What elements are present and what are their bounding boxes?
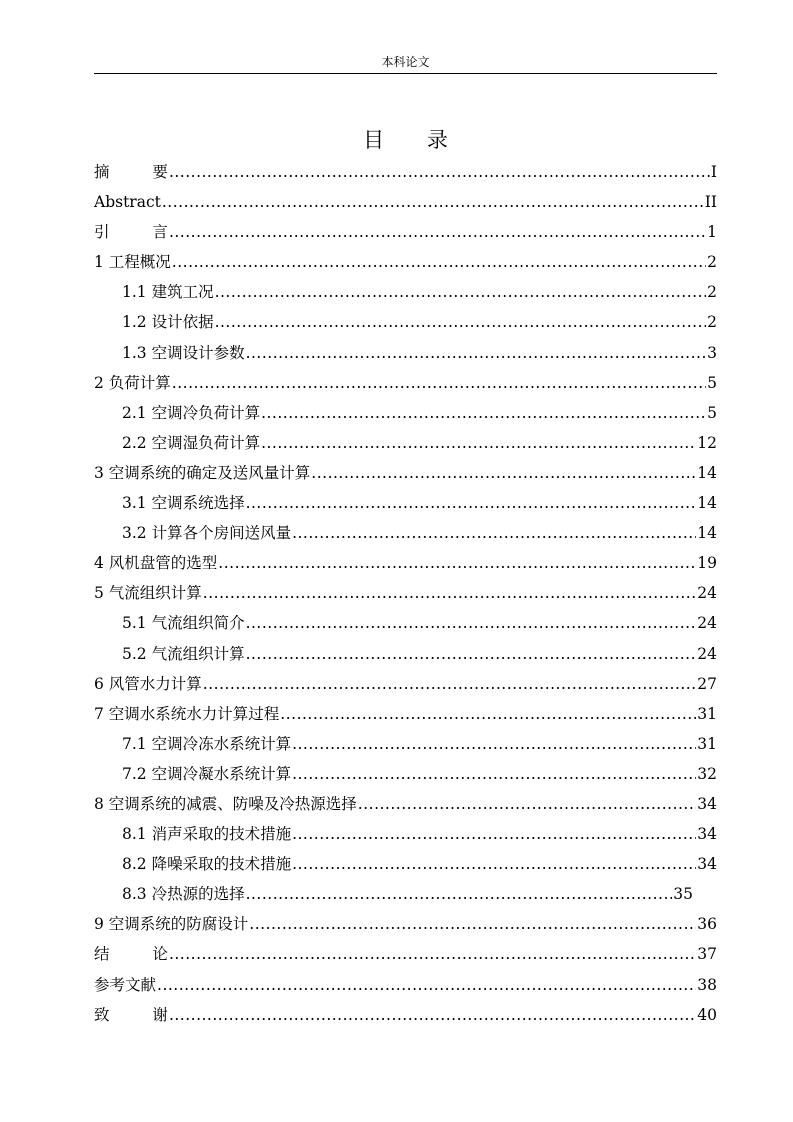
- toc-entry-label: 参考文献: [94, 975, 157, 994]
- toc-title: 目 录: [363, 128, 448, 152]
- toc-entry-label: 1 工程概况: [94, 253, 171, 272]
- toc-entry-label: 3.2 计算各个房间送风量: [122, 524, 292, 543]
- toc-entry-label: 3.1 空调系统选择: [122, 494, 245, 513]
- toc-entry[interactable]: [94, 489, 717, 519]
- toc-entry[interactable]: [94, 549, 717, 579]
- toc-entry-page: 14: [697, 463, 717, 482]
- toc-entry[interactable]: [94, 820, 717, 850]
- toc-entry-label: 1.1 建筑工况: [122, 283, 214, 302]
- toc-entry[interactable]: [94, 218, 717, 248]
- toc-entry-page: 38: [697, 975, 717, 994]
- toc-leader-dots: [172, 369, 706, 397]
- toc-leader-dots: [246, 339, 707, 367]
- toc-leader-dots: [203, 670, 696, 698]
- toc-leader-dots: [162, 188, 704, 216]
- toc-entry[interactable]: [94, 760, 717, 790]
- toc-entry-label: 5.1 气流组织简介: [122, 614, 245, 633]
- toc-leader-dots: [246, 609, 697, 637]
- toc-entry[interactable]: [94, 1001, 717, 1031]
- toc-entry-label: 5 气流组织计算: [94, 584, 202, 603]
- toc-entry-label: 1.3 空调设计参数: [122, 343, 245, 362]
- toc-leader-dots: [172, 248, 706, 276]
- toc-entry[interactable]: [94, 910, 717, 940]
- toc-leader-dots: [218, 549, 696, 577]
- toc-entry-label: 8.1 消声采取的技术措施: [122, 825, 292, 844]
- toc-entry-page: 24: [697, 614, 717, 633]
- toc-entry-label: 结 论: [94, 945, 168, 964]
- toc-entry-page: 5: [707, 403, 717, 422]
- toc-entry-page: 31: [697, 704, 717, 723]
- toc-leader-dots: [246, 489, 697, 517]
- toc-entry[interactable]: [94, 459, 717, 489]
- toc-entry-label: 3 空调系统的确定及送风量计算: [94, 463, 311, 482]
- toc-entry-page: 19: [697, 554, 717, 573]
- toc-entry-label: 7 空调水系统水力计算过程: [94, 704, 280, 723]
- toc-leader-dots: [292, 820, 696, 848]
- toc-entry-label: 8.3 冷热源的选择: [122, 885, 245, 904]
- toc-entry-page: 2: [707, 283, 717, 302]
- toc-entry-page: 36: [697, 915, 717, 934]
- toc-entry-page: 14: [697, 494, 717, 513]
- toc-leader-dots: [246, 880, 673, 908]
- toc-leader-dots: [311, 459, 696, 487]
- table-of-contents: [94, 158, 717, 1031]
- toc-entry[interactable]: [94, 850, 717, 880]
- toc-leader-dots: [261, 429, 696, 457]
- toc-entry-label: Abstract: [94, 193, 161, 212]
- toc-entry[interactable]: [94, 670, 717, 700]
- header-rule: [94, 73, 717, 74]
- toc-entry-label: 8.2 降噪采取的技术措施: [122, 855, 292, 874]
- toc-entry-page: 2: [707, 313, 717, 332]
- toc-leader-dots: [215, 278, 707, 306]
- toc-entry-page: 31: [697, 734, 717, 753]
- toc-entry-label: 7.2 空调冷凝水系统计算: [122, 764, 292, 783]
- toc-entry-page: 34: [697, 794, 717, 813]
- toc-entry[interactable]: [94, 429, 717, 459]
- toc-entry-page: 37: [697, 945, 717, 964]
- toc-leader-dots: [246, 640, 697, 668]
- toc-entry-page: 3: [707, 343, 717, 362]
- toc-entry[interactable]: [94, 158, 717, 188]
- toc-entry-page: I: [710, 163, 717, 181]
- toc-entry-page: 24: [697, 644, 717, 663]
- toc-entry[interactable]: [94, 248, 717, 278]
- toc-entry[interactable]: [94, 579, 717, 609]
- toc-leader-dots: [169, 1001, 696, 1029]
- toc-entry[interactable]: [94, 790, 717, 820]
- toc-entry-page: 34: [697, 855, 717, 874]
- toc-entry-label: 2 负荷计算: [94, 373, 171, 392]
- toc-leader-dots: [215, 308, 707, 336]
- toc-entry[interactable]: [94, 399, 717, 429]
- toc-leader-dots: [292, 519, 696, 547]
- toc-entry-label: 5.2 气流组织计算: [122, 644, 245, 663]
- toc-leader-dots: [292, 850, 696, 878]
- toc-leader-dots: [358, 790, 696, 818]
- toc-entry-label: 1.2 设计依据: [122, 313, 214, 332]
- toc-entry[interactable]: [94, 278, 717, 308]
- toc-entry-label: 2.1 空调冷负荷计算: [122, 403, 261, 422]
- toc-entry-page: 24: [697, 584, 717, 603]
- toc-entry-page: 1: [707, 223, 717, 242]
- toc-entry[interactable]: [94, 640, 717, 670]
- toc-entry[interactable]: [94, 369, 717, 399]
- toc-leader-dots: [261, 399, 706, 427]
- toc-entry-page: 34: [697, 825, 717, 844]
- toc-entry[interactable]: [94, 609, 717, 639]
- toc-leader-dots: [203, 579, 696, 607]
- toc-entry-page: 12: [697, 433, 717, 452]
- toc-entry-page: 32: [697, 764, 717, 783]
- toc-leader-dots: [280, 700, 696, 728]
- toc-entry-page: 14: [697, 524, 717, 543]
- toc-entry[interactable]: [94, 308, 717, 338]
- toc-entry[interactable]: [94, 700, 717, 730]
- toc-entry-label: 摘 要: [94, 163, 168, 181]
- toc-entry-label: 致 谢: [94, 1005, 168, 1024]
- toc-entry[interactable]: [94, 519, 717, 549]
- toc-entry-label: 4 风机盘管的选型: [94, 554, 218, 573]
- toc-leader-dots: [249, 910, 696, 938]
- toc-entry-page: II: [704, 193, 717, 212]
- toc-leader-dots: [292, 760, 696, 788]
- toc-entry-page: 40: [697, 1005, 717, 1024]
- toc-entry-label: 7.1 空调冷冻水系统计算: [122, 734, 292, 753]
- page-header: 本科论文: [381, 55, 430, 69]
- toc-leader-dots: [169, 940, 696, 968]
- toc-entry-page: 27: [697, 674, 717, 693]
- toc-entry[interactable]: [94, 940, 717, 970]
- toc-entry[interactable]: [94, 880, 717, 910]
- toc-entry[interactable]: [94, 730, 717, 760]
- toc-leader-dots: [292, 730, 696, 758]
- toc-entry-page: 35: [673, 885, 693, 904]
- toc-entry-page: 5: [707, 373, 717, 392]
- toc-leader-dots: [169, 218, 706, 246]
- toc-entry[interactable]: [94, 188, 717, 218]
- toc-entry-label: 引 言: [94, 223, 168, 242]
- toc-entry-label: 8 空调系统的减震、防噪及冷热源选择: [94, 794, 357, 813]
- toc-entry-label: 6 风管水力计算: [94, 674, 202, 693]
- toc-entry-page: 2: [707, 253, 717, 272]
- toc-entry-label: 2.2 空调湿负荷计算: [122, 433, 261, 452]
- toc-entry-label: 9 空调系统的防腐设计: [94, 915, 249, 934]
- toc-leader-dots: [169, 158, 710, 186]
- toc-leader-dots: [157, 971, 696, 999]
- toc-entry[interactable]: [94, 971, 717, 1001]
- toc-entry[interactable]: [94, 339, 717, 369]
